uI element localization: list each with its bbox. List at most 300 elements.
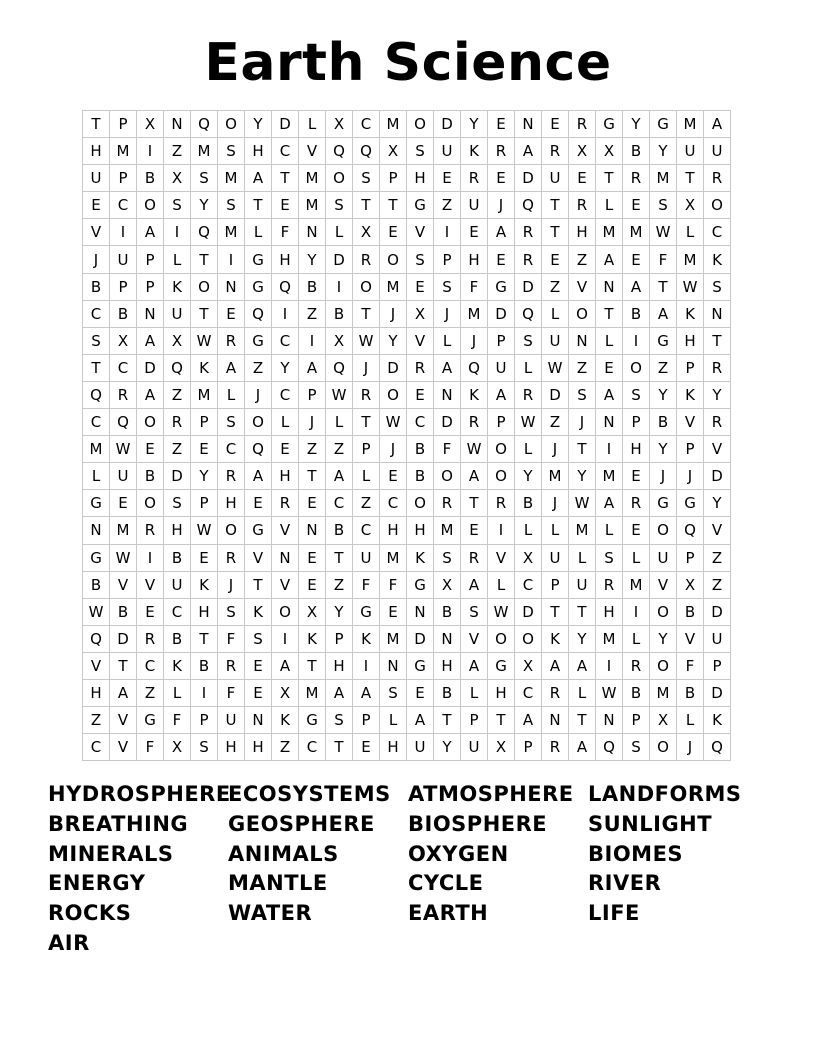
grid-cell[interactable]: L bbox=[488, 572, 515, 599]
grid-cell[interactable]: R bbox=[542, 138, 569, 165]
grid-cell[interactable]: V bbox=[245, 545, 272, 572]
grid-cell[interactable]: P bbox=[677, 436, 704, 463]
grid-cell[interactable]: U bbox=[542, 545, 569, 572]
grid-cell[interactable]: T bbox=[83, 355, 110, 382]
grid-cell[interactable]: W bbox=[326, 382, 353, 409]
grid-cell[interactable]: W bbox=[191, 517, 218, 544]
grid-cell[interactable]: P bbox=[191, 490, 218, 517]
grid-cell[interactable]: G bbox=[677, 490, 704, 517]
grid-cell[interactable]: F bbox=[353, 572, 380, 599]
grid-cell[interactable]: Q bbox=[245, 436, 272, 463]
grid-cell[interactable]: G bbox=[137, 707, 164, 734]
grid-cell[interactable]: S bbox=[326, 707, 353, 734]
grid-cell[interactable]: L bbox=[353, 463, 380, 490]
grid-cell[interactable]: I bbox=[272, 626, 299, 653]
grid-cell[interactable]: S bbox=[218, 192, 245, 219]
grid-cell[interactable]: O bbox=[353, 274, 380, 301]
grid-cell[interactable]: H bbox=[191, 599, 218, 626]
grid-cell[interactable]: V bbox=[110, 572, 137, 599]
grid-cell[interactable]: E bbox=[380, 599, 407, 626]
grid-cell[interactable]: I bbox=[137, 138, 164, 165]
grid-cell[interactable]: L bbox=[677, 219, 704, 246]
grid-cell[interactable]: X bbox=[380, 138, 407, 165]
grid-cell[interactable]: Q bbox=[515, 192, 542, 219]
grid-cell[interactable]: Z bbox=[542, 409, 569, 436]
grid-cell[interactable]: Z bbox=[353, 490, 380, 517]
grid-cell[interactable]: R bbox=[272, 490, 299, 517]
grid-cell[interactable]: Y bbox=[650, 626, 677, 653]
grid-cell[interactable]: U bbox=[677, 138, 704, 165]
grid-cell[interactable]: U bbox=[164, 301, 191, 328]
grid-cell[interactable]: K bbox=[272, 707, 299, 734]
grid-cell[interactable]: A bbox=[434, 355, 461, 382]
grid-cell[interactable]: L bbox=[596, 192, 623, 219]
grid-cell[interactable]: D bbox=[380, 355, 407, 382]
grid-cell[interactable]: S bbox=[218, 599, 245, 626]
grid-cell[interactable]: C bbox=[380, 490, 407, 517]
grid-cell[interactable]: V bbox=[137, 572, 164, 599]
grid-cell[interactable]: E bbox=[191, 436, 218, 463]
grid-cell[interactable]: T bbox=[542, 219, 569, 246]
grid-cell[interactable]: E bbox=[542, 111, 569, 138]
grid-cell[interactable]: B bbox=[407, 463, 434, 490]
grid-cell[interactable]: H bbox=[596, 599, 623, 626]
grid-cell[interactable]: L bbox=[623, 545, 650, 572]
grid-cell[interactable]: G bbox=[488, 653, 515, 680]
grid-cell[interactable]: A bbox=[299, 355, 326, 382]
grid-cell[interactable]: W bbox=[110, 545, 137, 572]
grid-cell[interactable]: B bbox=[623, 301, 650, 328]
grid-cell[interactable]: H bbox=[461, 246, 488, 273]
grid-cell[interactable]: R bbox=[137, 626, 164, 653]
grid-cell[interactable]: K bbox=[191, 572, 218, 599]
grid-cell[interactable]: C bbox=[272, 328, 299, 355]
grid-cell[interactable]: V bbox=[461, 626, 488, 653]
grid-cell[interactable]: E bbox=[488, 111, 515, 138]
grid-cell[interactable]: Y bbox=[191, 463, 218, 490]
grid-cell[interactable]: U bbox=[488, 355, 515, 382]
grid-cell[interactable]: T bbox=[299, 463, 326, 490]
grid-cell[interactable]: B bbox=[434, 680, 461, 707]
grid-cell[interactable]: C bbox=[83, 409, 110, 436]
grid-cell[interactable]: Y bbox=[191, 192, 218, 219]
grid-cell[interactable]: Q bbox=[245, 301, 272, 328]
grid-cell[interactable]: P bbox=[137, 274, 164, 301]
grid-cell[interactable]: H bbox=[380, 517, 407, 544]
grid-cell[interactable]: N bbox=[218, 274, 245, 301]
grid-cell[interactable]: V bbox=[488, 545, 515, 572]
grid-cell[interactable]: M bbox=[299, 165, 326, 192]
grid-cell[interactable]: Z bbox=[704, 572, 731, 599]
grid-cell[interactable]: X bbox=[434, 572, 461, 599]
grid-cell[interactable]: N bbox=[596, 274, 623, 301]
grid-cell[interactable]: L bbox=[596, 328, 623, 355]
grid-cell[interactable]: G bbox=[488, 274, 515, 301]
grid-cell[interactable]: E bbox=[488, 165, 515, 192]
grid-cell[interactable]: A bbox=[110, 680, 137, 707]
grid-cell[interactable]: G bbox=[650, 111, 677, 138]
grid-cell[interactable]: E bbox=[299, 545, 326, 572]
grid-cell[interactable]: Z bbox=[299, 436, 326, 463]
grid-cell[interactable]: M bbox=[191, 138, 218, 165]
grid-cell[interactable]: U bbox=[83, 165, 110, 192]
grid-cell[interactable]: P bbox=[677, 355, 704, 382]
grid-cell[interactable]: Z bbox=[299, 301, 326, 328]
grid-cell[interactable]: M bbox=[218, 219, 245, 246]
grid-cell[interactable]: M bbox=[83, 436, 110, 463]
grid-cell[interactable]: B bbox=[299, 274, 326, 301]
grid-cell[interactable]: A bbox=[461, 653, 488, 680]
grid-cell[interactable]: S bbox=[515, 328, 542, 355]
grid-cell[interactable]: S bbox=[704, 274, 731, 301]
grid-cell[interactable]: A bbox=[353, 680, 380, 707]
grid-cell[interactable]: Q bbox=[191, 219, 218, 246]
grid-cell[interactable]: H bbox=[434, 653, 461, 680]
grid-cell[interactable]: S bbox=[434, 274, 461, 301]
grid-cell[interactable]: N bbox=[515, 111, 542, 138]
grid-cell[interactable]: D bbox=[704, 599, 731, 626]
grid-cell[interactable]: C bbox=[164, 599, 191, 626]
grid-cell[interactable]: R bbox=[623, 490, 650, 517]
grid-cell[interactable]: S bbox=[353, 165, 380, 192]
grid-cell[interactable]: G bbox=[596, 111, 623, 138]
grid-cell[interactable]: C bbox=[83, 734, 110, 761]
grid-cell[interactable]: T bbox=[596, 301, 623, 328]
grid-cell[interactable]: O bbox=[434, 463, 461, 490]
grid-cell[interactable]: O bbox=[218, 111, 245, 138]
grid-cell[interactable]: O bbox=[380, 382, 407, 409]
grid-cell[interactable]: N bbox=[380, 653, 407, 680]
grid-cell[interactable]: R bbox=[137, 517, 164, 544]
grid-cell[interactable]: R bbox=[515, 219, 542, 246]
grid-cell[interactable]: T bbox=[704, 328, 731, 355]
grid-cell[interactable]: H bbox=[380, 734, 407, 761]
grid-cell[interactable]: Y bbox=[704, 382, 731, 409]
grid-cell[interactable]: H bbox=[677, 328, 704, 355]
grid-cell[interactable]: L bbox=[83, 463, 110, 490]
grid-cell[interactable]: J bbox=[434, 301, 461, 328]
grid-cell[interactable]: V bbox=[299, 138, 326, 165]
grid-cell[interactable]: K bbox=[704, 246, 731, 273]
grid-cell[interactable]: Z bbox=[272, 734, 299, 761]
grid-cell[interactable]: I bbox=[272, 301, 299, 328]
grid-cell[interactable]: E bbox=[623, 517, 650, 544]
grid-cell[interactable]: P bbox=[299, 382, 326, 409]
grid-cell[interactable]: W bbox=[569, 490, 596, 517]
grid-cell[interactable]: O bbox=[245, 409, 272, 436]
grid-cell[interactable]: C bbox=[515, 680, 542, 707]
grid-cell[interactable]: K bbox=[353, 626, 380, 653]
grid-cell[interactable]: E bbox=[245, 653, 272, 680]
grid-cell[interactable]: B bbox=[137, 463, 164, 490]
grid-cell[interactable]: D bbox=[407, 626, 434, 653]
grid-cell[interactable]: O bbox=[272, 599, 299, 626]
grid-cell[interactable]: V bbox=[677, 626, 704, 653]
grid-cell[interactable]: L bbox=[164, 246, 191, 273]
grid-cell[interactable]: X bbox=[164, 328, 191, 355]
grid-cell[interactable]: Z bbox=[704, 545, 731, 572]
grid-cell[interactable]: H bbox=[272, 246, 299, 273]
grid-cell[interactable]: C bbox=[110, 192, 137, 219]
grid-cell[interactable]: S bbox=[461, 599, 488, 626]
grid-cell[interactable]: Z bbox=[164, 138, 191, 165]
grid-cell[interactable]: F bbox=[272, 219, 299, 246]
grid-cell[interactable]: E bbox=[434, 165, 461, 192]
grid-cell[interactable]: O bbox=[569, 301, 596, 328]
grid-cell[interactable]: E bbox=[137, 436, 164, 463]
grid-cell[interactable]: R bbox=[218, 653, 245, 680]
grid-cell[interactable]: Z bbox=[83, 707, 110, 734]
grid-cell[interactable]: J bbox=[569, 409, 596, 436]
grid-cell[interactable]: A bbox=[569, 653, 596, 680]
grid-cell[interactable]: R bbox=[542, 680, 569, 707]
grid-cell[interactable]: Y bbox=[461, 111, 488, 138]
grid-cell[interactable]: I bbox=[623, 328, 650, 355]
grid-cell[interactable]: L bbox=[218, 382, 245, 409]
grid-cell[interactable]: T bbox=[299, 653, 326, 680]
grid-cell[interactable]: S bbox=[434, 545, 461, 572]
grid-cell[interactable]: A bbox=[650, 301, 677, 328]
grid-cell[interactable]: O bbox=[137, 192, 164, 219]
grid-cell[interactable]: Y bbox=[515, 463, 542, 490]
grid-cell[interactable]: H bbox=[218, 490, 245, 517]
grid-cell[interactable]: A bbox=[704, 111, 731, 138]
grid-cell[interactable]: W bbox=[542, 355, 569, 382]
grid-cell[interactable]: D bbox=[164, 463, 191, 490]
grid-cell[interactable]: M bbox=[677, 111, 704, 138]
grid-cell[interactable]: K bbox=[704, 707, 731, 734]
grid-cell[interactable]: Z bbox=[542, 274, 569, 301]
grid-cell[interactable]: S bbox=[245, 626, 272, 653]
grid-cell[interactable]: A bbox=[137, 328, 164, 355]
grid-cell[interactable]: F bbox=[137, 734, 164, 761]
grid-cell[interactable]: Q bbox=[461, 355, 488, 382]
grid-cell[interactable]: Z bbox=[164, 382, 191, 409]
grid-cell[interactable]: D bbox=[515, 599, 542, 626]
grid-cell[interactable]: Q bbox=[596, 734, 623, 761]
grid-cell[interactable]: E bbox=[596, 355, 623, 382]
grid-cell[interactable]: Z bbox=[326, 572, 353, 599]
grid-cell[interactable]: R bbox=[704, 165, 731, 192]
grid-cell[interactable]: M bbox=[650, 680, 677, 707]
grid-cell[interactable]: X bbox=[515, 653, 542, 680]
grid-cell[interactable]: C bbox=[110, 355, 137, 382]
grid-cell[interactable]: D bbox=[515, 165, 542, 192]
grid-cell[interactable]: G bbox=[299, 707, 326, 734]
grid-cell[interactable]: T bbox=[191, 626, 218, 653]
grid-cell[interactable]: E bbox=[407, 274, 434, 301]
grid-cell[interactable]: B bbox=[164, 626, 191, 653]
grid-cell[interactable]: T bbox=[353, 192, 380, 219]
grid-cell[interactable]: P bbox=[515, 734, 542, 761]
grid-cell[interactable]: A bbox=[461, 463, 488, 490]
grid-cell[interactable]: F bbox=[434, 436, 461, 463]
grid-cell[interactable]: O bbox=[704, 192, 731, 219]
grid-cell[interactable]: M bbox=[380, 626, 407, 653]
grid-cell[interactable]: D bbox=[110, 626, 137, 653]
grid-cell[interactable]: D bbox=[542, 382, 569, 409]
grid-cell[interactable]: I bbox=[299, 328, 326, 355]
grid-cell[interactable]: O bbox=[137, 490, 164, 517]
grid-cell[interactable]: L bbox=[164, 680, 191, 707]
grid-cell[interactable]: J bbox=[542, 436, 569, 463]
grid-cell[interactable]: E bbox=[380, 219, 407, 246]
grid-cell[interactable]: L bbox=[623, 626, 650, 653]
grid-cell[interactable]: E bbox=[245, 680, 272, 707]
grid-cell[interactable]: B bbox=[677, 599, 704, 626]
grid-cell[interactable]: T bbox=[434, 707, 461, 734]
grid-cell[interactable]: B bbox=[110, 301, 137, 328]
grid-cell[interactable]: T bbox=[488, 707, 515, 734]
grid-cell[interactable]: N bbox=[704, 301, 731, 328]
grid-cell[interactable]: I bbox=[218, 246, 245, 273]
grid-cell[interactable]: T bbox=[353, 301, 380, 328]
grid-cell[interactable]: X bbox=[110, 328, 137, 355]
grid-cell[interactable]: A bbox=[326, 463, 353, 490]
grid-cell[interactable]: W bbox=[596, 680, 623, 707]
grid-cell[interactable]: Q bbox=[353, 138, 380, 165]
grid-cell[interactable]: F bbox=[650, 246, 677, 273]
grid-cell[interactable]: U bbox=[461, 734, 488, 761]
grid-cell[interactable]: T bbox=[542, 192, 569, 219]
grid-cell[interactable]: U bbox=[164, 572, 191, 599]
grid-cell[interactable]: M bbox=[380, 274, 407, 301]
grid-cell[interactable]: L bbox=[434, 328, 461, 355]
grid-cell[interactable]: S bbox=[191, 734, 218, 761]
grid-cell[interactable]: W bbox=[110, 436, 137, 463]
grid-cell[interactable]: P bbox=[191, 409, 218, 436]
grid-cell[interactable]: C bbox=[326, 490, 353, 517]
grid-cell[interactable]: P bbox=[110, 165, 137, 192]
grid-cell[interactable]: T bbox=[191, 301, 218, 328]
grid-cell[interactable]: R bbox=[353, 246, 380, 273]
grid-cell[interactable]: D bbox=[488, 301, 515, 328]
grid-cell[interactable]: Q bbox=[704, 734, 731, 761]
grid-cell[interactable]: K bbox=[461, 382, 488, 409]
grid-cell[interactable]: X bbox=[569, 138, 596, 165]
grid-cell[interactable]: H bbox=[83, 138, 110, 165]
grid-cell[interactable]: R bbox=[218, 328, 245, 355]
grid-cell[interactable]: W bbox=[650, 219, 677, 246]
grid-cell[interactable]: W bbox=[461, 436, 488, 463]
grid-cell[interactable]: B bbox=[110, 599, 137, 626]
grid-cell[interactable]: P bbox=[623, 409, 650, 436]
grid-cell[interactable]: P bbox=[488, 409, 515, 436]
grid-cell[interactable]: I bbox=[596, 653, 623, 680]
grid-cell[interactable]: A bbox=[569, 734, 596, 761]
grid-cell[interactable]: L bbox=[515, 517, 542, 544]
grid-cell[interactable]: Z bbox=[164, 436, 191, 463]
grid-cell[interactable]: P bbox=[488, 328, 515, 355]
grid-cell[interactable]: T bbox=[677, 165, 704, 192]
grid-cell[interactable]: T bbox=[191, 246, 218, 273]
grid-cell[interactable]: H bbox=[488, 680, 515, 707]
grid-cell[interactable]: P bbox=[191, 707, 218, 734]
grid-cell[interactable]: O bbox=[623, 355, 650, 382]
grid-cell[interactable]: E bbox=[569, 165, 596, 192]
grid-cell[interactable]: T bbox=[569, 436, 596, 463]
grid-cell[interactable]: N bbox=[434, 382, 461, 409]
grid-cell[interactable]: L bbox=[569, 680, 596, 707]
grid-cell[interactable]: T bbox=[569, 707, 596, 734]
grid-cell[interactable]: X bbox=[272, 680, 299, 707]
grid-cell[interactable]: M bbox=[110, 517, 137, 544]
grid-cell[interactable]: E bbox=[110, 490, 137, 517]
grid-cell[interactable]: L bbox=[542, 301, 569, 328]
grid-cell[interactable]: O bbox=[488, 436, 515, 463]
grid-cell[interactable]: A bbox=[461, 572, 488, 599]
grid-cell[interactable]: R bbox=[515, 382, 542, 409]
grid-cell[interactable]: B bbox=[191, 653, 218, 680]
grid-cell[interactable]: Y bbox=[299, 246, 326, 273]
grid-cell[interactable]: Q bbox=[677, 517, 704, 544]
grid-cell[interactable]: B bbox=[326, 301, 353, 328]
grid-cell[interactable]: Z bbox=[650, 355, 677, 382]
grid-cell[interactable]: M bbox=[677, 246, 704, 273]
grid-cell[interactable]: Y bbox=[704, 490, 731, 517]
grid-cell[interactable]: U bbox=[650, 545, 677, 572]
grid-cell[interactable]: Y bbox=[569, 463, 596, 490]
grid-cell[interactable]: M bbox=[380, 545, 407, 572]
grid-cell[interactable]: E bbox=[623, 463, 650, 490]
grid-cell[interactable]: N bbox=[299, 517, 326, 544]
grid-cell[interactable]: S bbox=[218, 409, 245, 436]
grid-cell[interactable]: J bbox=[299, 409, 326, 436]
grid-cell[interactable]: C bbox=[353, 517, 380, 544]
grid-cell[interactable]: G bbox=[650, 328, 677, 355]
grid-cell[interactable]: E bbox=[461, 517, 488, 544]
grid-cell[interactable]: V bbox=[407, 219, 434, 246]
grid-cell[interactable]: L bbox=[326, 409, 353, 436]
grid-cell[interactable]: A bbox=[245, 165, 272, 192]
grid-cell[interactable]: J bbox=[677, 734, 704, 761]
grid-cell[interactable]: I bbox=[596, 436, 623, 463]
grid-cell[interactable]: O bbox=[488, 626, 515, 653]
grid-cell[interactable]: A bbox=[272, 653, 299, 680]
grid-cell[interactable]: S bbox=[164, 192, 191, 219]
grid-cell[interactable]: R bbox=[515, 246, 542, 273]
grid-cell[interactable]: X bbox=[488, 734, 515, 761]
grid-cell[interactable]: R bbox=[461, 165, 488, 192]
grid-cell[interactable]: B bbox=[137, 165, 164, 192]
grid-cell[interactable]: Q bbox=[326, 355, 353, 382]
grid-cell[interactable]: A bbox=[137, 219, 164, 246]
grid-cell[interactable]: J bbox=[488, 192, 515, 219]
grid-cell[interactable]: E bbox=[407, 382, 434, 409]
grid-cell[interactable]: T bbox=[569, 599, 596, 626]
grid-cell[interactable]: M bbox=[299, 680, 326, 707]
grid-cell[interactable]: E bbox=[623, 192, 650, 219]
grid-cell[interactable]: M bbox=[542, 463, 569, 490]
grid-cell[interactable]: O bbox=[380, 246, 407, 273]
grid-cell[interactable]: M bbox=[299, 192, 326, 219]
grid-cell[interactable]: Z bbox=[569, 246, 596, 273]
grid-cell[interactable]: R bbox=[461, 409, 488, 436]
grid-cell[interactable]: W bbox=[677, 274, 704, 301]
letter-grid[interactable] bbox=[82, 110, 731, 761]
grid-cell[interactable]: R bbox=[461, 545, 488, 572]
grid-cell[interactable]: P bbox=[110, 111, 137, 138]
grid-cell[interactable]: L bbox=[272, 409, 299, 436]
grid-cell[interactable]: R bbox=[569, 111, 596, 138]
grid-cell[interactable]: E bbox=[542, 246, 569, 273]
grid-cell[interactable]: Q bbox=[83, 626, 110, 653]
grid-cell[interactable]: X bbox=[677, 192, 704, 219]
grid-cell[interactable]: G bbox=[83, 490, 110, 517]
grid-cell[interactable]: I bbox=[191, 680, 218, 707]
grid-cell[interactable]: M bbox=[569, 517, 596, 544]
grid-cell[interactable]: W bbox=[353, 328, 380, 355]
